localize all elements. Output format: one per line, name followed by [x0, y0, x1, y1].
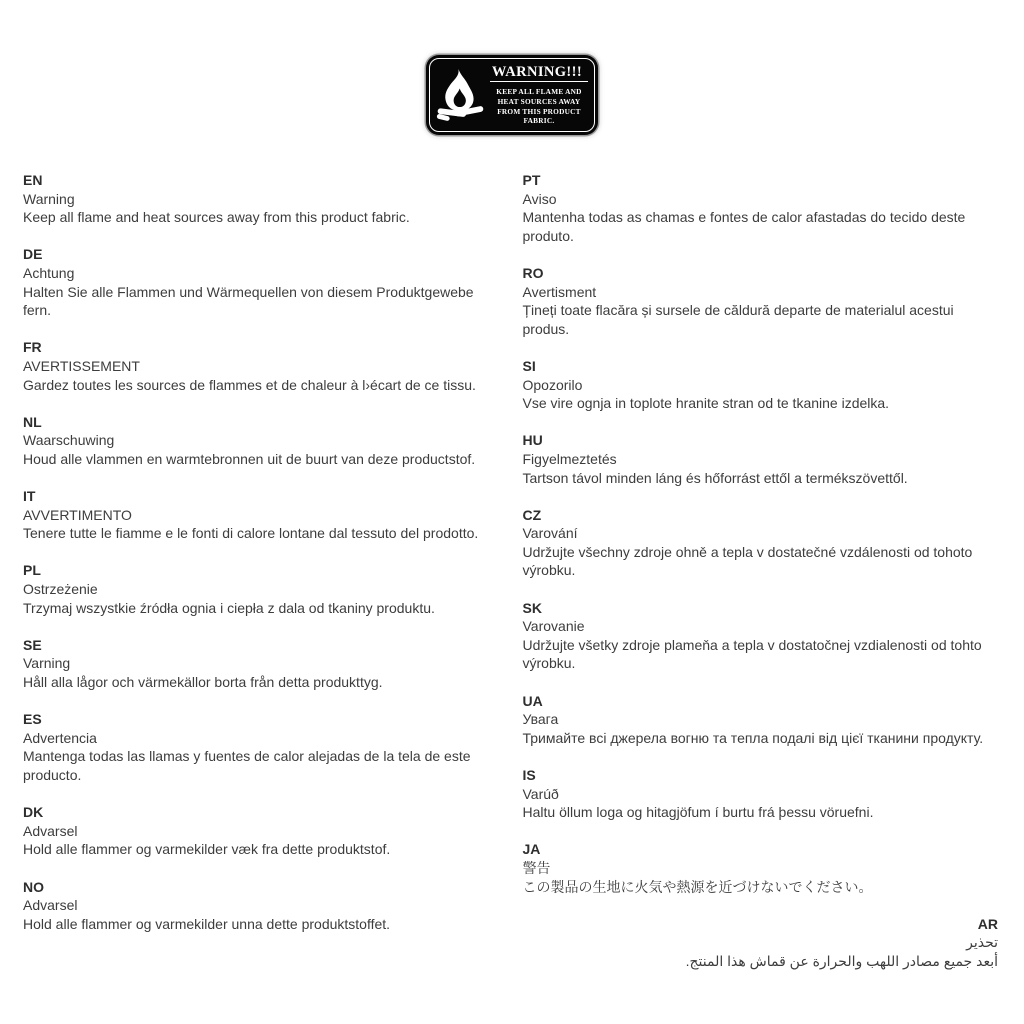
language-code: SI	[522, 357, 536, 374]
language-code: IS	[522, 767, 536, 783]
warning-section-de	[23, 245, 499, 319]
warning-section-es	[23, 710, 499, 784]
warning-text: Haltu öllum loga og hitagjöfum í burtu frá þessu vöruefni.	[522, 804, 874, 821]
warning-text: Trzymaj wszystkie źródła ognia i ciepła z dala od tkaniny produktu.	[23, 599, 435, 616]
badge-line: FABRIC.	[523, 116, 555, 126]
warning-section-se	[23, 636, 499, 692]
warning-text: Țineți toate flacăra și sursele de căldură departe de materialul acestui produs.	[522, 302, 954, 337]
language-code: UA	[522, 692, 543, 709]
warning-section-ro	[523, 264, 999, 338]
language-code: NL	[23, 413, 42, 430]
warning-text: Houd alle vlammen en warmtebronnen uit de buurt van deze productstof.	[23, 450, 476, 467]
warning-text: Mantenha todas as chamas e fontes de calor afastadas do tecido deste produto.	[522, 209, 966, 244]
warning-section-ua	[523, 692, 999, 748]
language-code: HU	[522, 432, 543, 449]
warning-title: Avertisment	[522, 283, 597, 300]
warning-section-ar	[523, 915, 999, 971]
language-code: AR	[977, 915, 998, 932]
language-code: DE	[23, 246, 43, 263]
warning-text: この製品の生地に火気や熱源を近づけないでください。	[522, 878, 873, 895]
language-code: NO	[23, 878, 44, 895]
warning-text: Gardez toutes les sources de flammes et de chaleur à l›écart de ce tissu.	[23, 376, 476, 393]
warning-section-nl	[23, 413, 499, 469]
warning-text: Hold alle flammer og varmekilder unna dette produktstoffet.	[23, 915, 391, 932]
language-code: RO	[522, 264, 544, 281]
warning-badge-inner-frame	[429, 58, 595, 132]
warning-text: Keep all flame and heat sources away from this product fabric.	[23, 209, 410, 226]
warning-text: Halten Sie alle Flammen und Wärmequellen von diesem Produktgewebe fern.	[23, 283, 474, 319]
warning-title: Achtung	[23, 264, 75, 281]
warning-section-cz	[523, 506, 999, 580]
badge-text-block	[489, 64, 592, 126]
warning-title: Waarschuwing	[23, 432, 115, 449]
warning-text: Udržujte všetky zdroje plameňa a tepla v dostatočnej vzdialenosti od tohto výrobku.	[522, 636, 982, 672]
badge-row	[0, 0, 1024, 135]
warning-section-sk	[523, 599, 999, 673]
warning-section-it	[23, 487, 499, 543]
warning-section-en	[23, 171, 499, 227]
warning-section-si	[523, 357, 999, 413]
warning-text: Håll alla lågor och värmekällor borta från detta produkttyg.	[23, 674, 383, 691]
badge-line: HEAT SOURCES AWAY	[497, 96, 581, 106]
warning-title: Advarsel	[23, 897, 78, 914]
warning-text: Mantenga todas las llamas y fuentes de calor alejadas de la tela de este producto.	[23, 748, 471, 783]
warning-title: Opozorilo	[522, 376, 583, 393]
warning-badge	[426, 55, 598, 135]
language-code: PL	[23, 562, 41, 579]
warning-section-no	[23, 878, 499, 934]
language-code: EN	[23, 172, 43, 188]
warning-section-ja	[523, 840, 999, 896]
language-code: IT	[23, 488, 36, 505]
warning-text: Тримайте всі джерела вогню та тепла подалі від цієї тканини продукту.	[522, 729, 984, 746]
warning-text: Hold alle flammer og varmekilder væk fra dette produktstof.	[23, 841, 391, 858]
warning-title: 警告	[522, 859, 551, 876]
warning-title: Aviso	[522, 190, 557, 207]
warning-title: AVERTISSEMENT	[23, 357, 140, 374]
warning-text: Tenere tutte le fiamme e le fonti di calore lontane dal tessuto del prodotto.	[23, 525, 479, 542]
warning-title: Warning	[23, 190, 75, 207]
language-code: DK	[23, 804, 44, 821]
campfire-icon	[433, 66, 489, 124]
warning-title: Varúð	[522, 785, 559, 802]
warning-text: أبعد جميع مصادر اللهب والحرارة عن قماش هذا المنتج.	[685, 952, 998, 969]
badge-line: FROM THIS PRODUCT	[497, 106, 581, 116]
language-code: FR	[23, 339, 42, 356]
language-code: JA	[522, 841, 541, 858]
warning-section-dk	[23, 803, 499, 859]
warning-text: Udržujte všechny zdroje ohně a tepla v dostatečné vzdálenosti od tohoto výrobku.	[522, 543, 973, 579]
left-column	[23, 171, 523, 989]
warning-text: Tartson távol minden láng és hőforrást ettől a termékszövettől.	[522, 469, 908, 486]
warning-section-pl	[23, 561, 499, 617]
warning-title: Figyelmeztetés	[522, 450, 617, 467]
language-code: SE	[23, 636, 42, 653]
language-columns	[0, 171, 1024, 989]
warning-title: Увага	[522, 711, 559, 728]
badge-title: WARNING!!!	[490, 64, 588, 82]
warning-title: Varování	[522, 525, 578, 542]
warning-title: تحذير	[966, 934, 998, 951]
badge-line: KEEP ALL FLAME AND	[496, 86, 582, 96]
right-column	[523, 171, 999, 989]
language-code: PT	[522, 172, 541, 188]
warning-title: Advertencia	[23, 729, 97, 746]
warning-title: Varning	[23, 655, 71, 672]
warning-section-pt	[523, 171, 999, 245]
warning-text: Vse vire ognja in toplote hranite stran od te tkanine izdelka.	[522, 395, 890, 412]
warning-section-is	[523, 766, 999, 822]
language-code: SK	[522, 599, 542, 616]
warning-section-fr	[23, 338, 499, 394]
warning-title: Varovanie	[522, 618, 585, 635]
language-code: ES	[23, 711, 42, 728]
warning-section-hu	[523, 431, 999, 487]
language-code: CZ	[522, 506, 542, 523]
warning-title: AVVERTIMENTO	[23, 506, 132, 523]
warning-title: Advarsel	[23, 822, 78, 839]
warning-title: Ostrzeżenie	[23, 581, 98, 598]
